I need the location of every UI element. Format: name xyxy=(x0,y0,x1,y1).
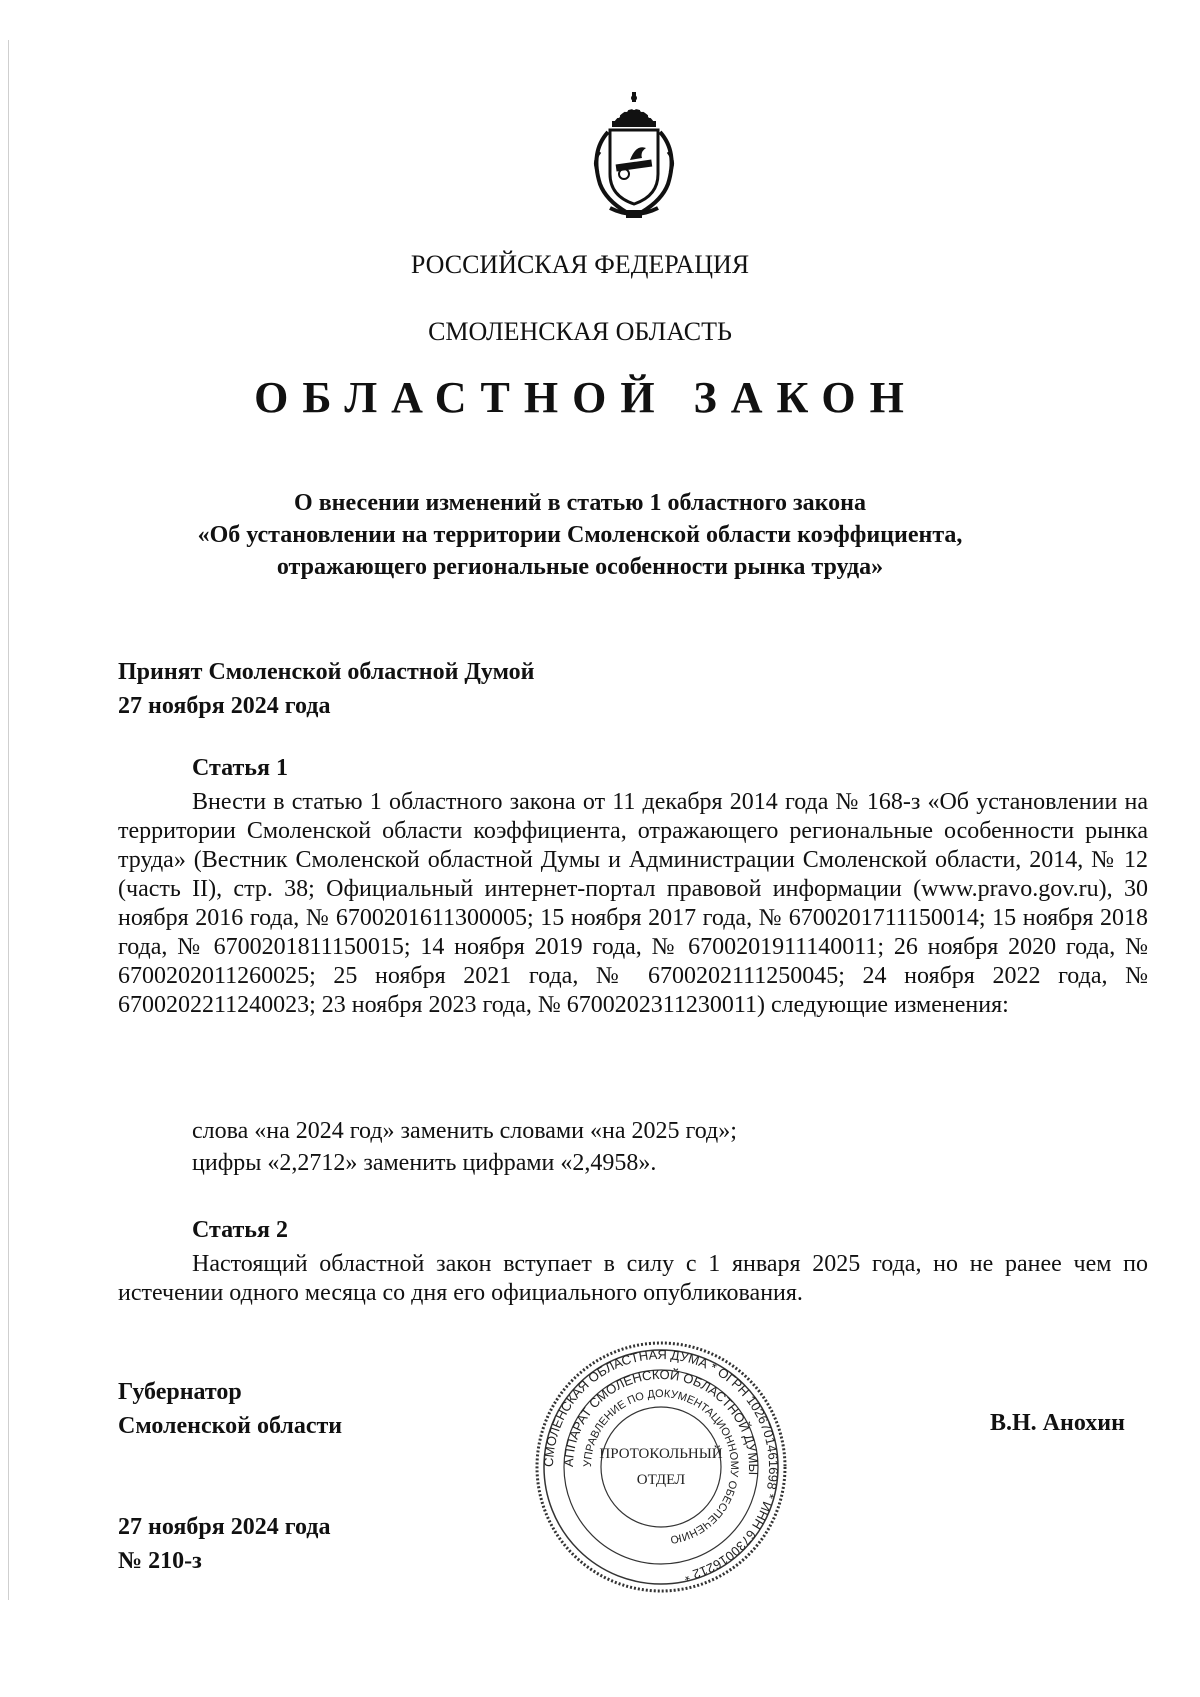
region-heading: СМОЛЕНСКАЯ ОБЛАСТЬ xyxy=(428,317,732,346)
signatory-name: В.Н. Анохин xyxy=(990,1410,1125,1436)
seal-middle-text: АППАРАТ СМОЛЕНСКОЙ ОБЛАСТНОЙ ДУМЫ xyxy=(560,1366,762,1476)
adoption-note xyxy=(118,655,534,723)
seal-center-line-2: ОТДЕЛ xyxy=(636,1472,686,1488)
signatory-position-line-1: Губернатор xyxy=(118,1379,242,1405)
law-title xyxy=(0,487,1160,583)
article-1-paragraph: Внести в статью 1 областного закона от 11 декабря 2014 года № 168-з «Об установлении на территории Смоленской области коэффициента, отражающего региональные особенности рынка труда» (Вестник Смоленской областной Думы и Администрации Смоленской области, 2014, № 12 (часть II), стр. 38; Официальный интернет-портал правовой информации (www.pravo.gov.ru), 30 ноября 2016 года, № 6700201611300005; 15 ноября 2017 года, № 6700201711150014; 15 ноября 2018 года, № 6700201811150015; 14 ноября 2019 года, № 6700201911140011; 26 ноября 2020 года, № 6700202011260025; 25 ноября 2021 года, № 6700202111250045; 24 ноября 2022 года, № 6700202211240023; 23 ноября 2023 года, № 6700202311230011) следующие изменения: xyxy=(118,789,1148,1018)
signatory-position xyxy=(118,1375,342,1443)
article-1-change-2: цифры «2,2712» заменить цифрами «2,4958». xyxy=(192,1150,657,1176)
law-title-line-3: отражающего региональные особенности рынка труда» xyxy=(276,554,884,580)
article-1-text xyxy=(118,788,1148,1020)
article-2-text xyxy=(118,1250,1148,1308)
adoption-date: 27 ноября 2024 года xyxy=(118,693,331,719)
article-1-heading: Статья 1 xyxy=(192,755,288,781)
signing-date: 27 ноября 2024 года xyxy=(118,1514,331,1540)
article-2-paragraph: Настоящий областной закон вступает в силу с 1 января 2025 года, но не ранее чем по истечении одного месяца со дня его официального опубликования. xyxy=(118,1251,1148,1306)
country-heading: РОССИЙСКАЯ ФЕДЕРАЦИЯ xyxy=(410,250,750,279)
law-title-line-2: «Об установлении на территории Смоленской области коэффициента, xyxy=(197,522,963,548)
article-1-change-1: слова «на 2024 год» заменить словами «на 2025 год»; xyxy=(192,1118,737,1144)
document-type-heading: ОБЛАСТНОЙ ЗАКОН xyxy=(254,373,918,422)
adoption-body: Принят Смоленской областной Думой xyxy=(118,659,535,685)
signatory-position-line-2: Смоленской области xyxy=(118,1413,343,1439)
seal-center-line-1: ПРОТОКОЛЬНЫЙ xyxy=(599,1446,723,1462)
law-number: № 210-з xyxy=(118,1548,202,1574)
official-seal-stamp xyxy=(534,1340,788,1594)
coat-of-arms-emblem xyxy=(570,92,698,224)
article-2-heading: Статья 2 xyxy=(192,1217,288,1243)
law-title-line-1: О внесении изменений в статью 1 областного закона xyxy=(294,490,866,516)
signing-details xyxy=(118,1510,330,1578)
seal-outer-text: СМОЛЕНСКАЯ ОБЛАСТНАЯ ДУМА * ОГРН 1026701461698 * ИНН 6730016212 * xyxy=(540,1346,782,1585)
seal-center xyxy=(534,1340,788,1594)
seal-inner-text: УПРАВЛЕНИЕ ПО ДОКУМЕНТАЦИОННОМУ ОБЕСПЕЧЕНИЮ xyxy=(581,1387,741,1546)
